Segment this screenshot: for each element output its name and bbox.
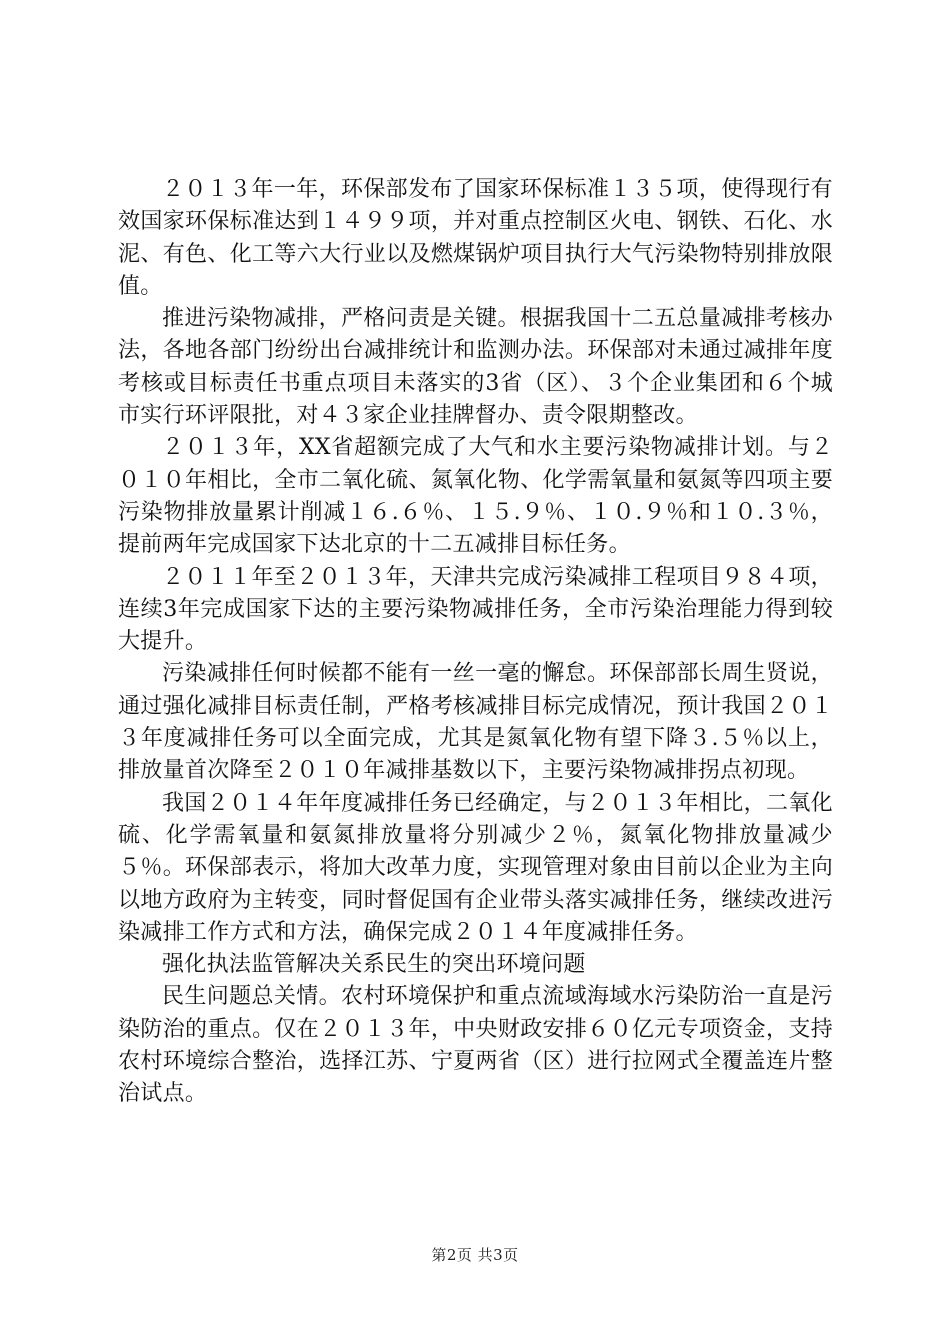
paragraph-minister-remarks: 污染减排任何时候都不能有一丝一毫的懈怠。环保部部长周生贤说，通过强化减排目标责任制，严格考核减排目标完成情况，预计我国２０１３年度减排任务可以全面完成，尤其是氮氧化物有望下降３.５％以上，排放量首次降至２０１０年减排基数以下，主要污染物减排拐点初现。 bbox=[118, 661, 833, 784]
page-number-footer: 第2页 共3页 bbox=[431, 1246, 519, 1264]
paragraph-2014-targets: 我国２０１４年年度减排任务已经确定，与２０１３年相比，二氧化硫、化学需氧量和氨氮排放量将分别减少２％，氮氧化物排放量减少５％。环保部表示，将加大改革力度，实现管理对象由目前以企业为主向以地方政府为主转变，同时督促国有企业带头落实减排任务，继续改进污染减排工作方式和方法，确保完成２０１４年度减排任务。 bbox=[118, 790, 833, 945]
paragraph-tianjin-projects: ２０１１年至２０１３年，天津共完成污染减排工程项目９８４项，连续3年完成国家下达的主要污染物减排任务，全市污染治理能力得到较大提升。 bbox=[118, 564, 833, 655]
section-heading: 强化执法监管解决关系民生的突出环境问题 bbox=[162, 952, 586, 978]
document-body bbox=[118, 174, 833, 1111]
paragraph-province-reduction: ２０１３年，XX省超额完成了大气和水主要污染物减排计划。与２０１０年相比，全市二氧化硫、氮氧化物、化学需氧量和氨氮等四项主要污染物排放量累计削减１６.６％、１５.９％、１０.９％和１０.３％，提前两年完成国家下达北京的十二五减排目标任务。 bbox=[118, 435, 833, 558]
paragraph-standards: ２０１３年一年，环保部发布了国家环保标准１３５项，使得现行有效国家环保标准达到１４９９项，并对重点控制区火电、钢铁、石化、水泥、有色、化工等六大行业以及燃煤锅炉项目执行大气污染物特别排放限值。 bbox=[118, 177, 833, 299]
paragraph-accountability: 推进污染物减排，严格问责是关键。根据我国十二五总量减排考核办法，各地各部门纷纷出台减排统计和监测办法。环保部对未通过减排年度考核或目标责任书重点项目未落实的3省（区）、３个企业集团和６个城市实行环评限批，对４３家企业挂牌督办、责令限期整改。 bbox=[118, 306, 833, 429]
paragraph-rural-environment: 民生问题总关情。农村环境保护和重点流域海域水污染防治一直是污染防治的重点。仅在２０１３年，中央财政安排６０亿元专项资金，支持农村环境综合整治，选择江苏、宁夏两省（区）进行拉网式全覆盖连片整治试点。 bbox=[118, 984, 833, 1107]
